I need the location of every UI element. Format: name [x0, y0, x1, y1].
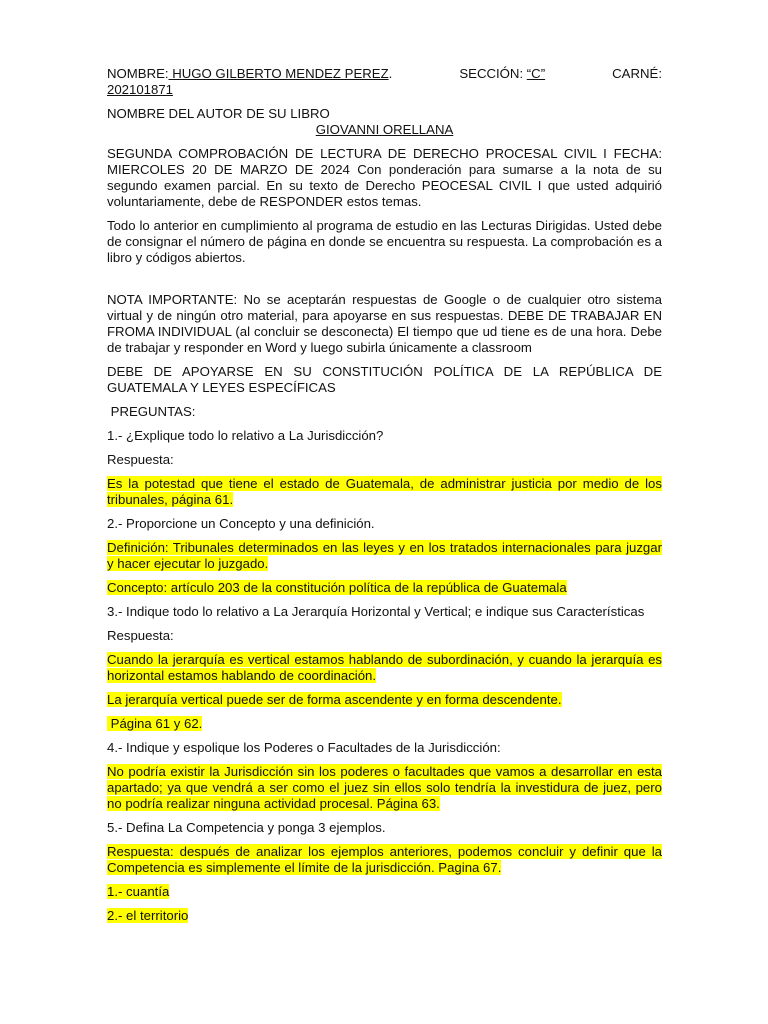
student-header — [107, 66, 662, 98]
example-2: 2.- el territorio — [107, 908, 189, 923]
question-5: 5.- Defina La Competencia y ponga 3 ejemplos. — [107, 820, 386, 835]
question-2: 2.- Proporcione un Concepto y una definición. — [107, 516, 375, 531]
section-value: “C” — [526, 66, 546, 81]
answer-3-pages: Página 61 y 62. — [107, 716, 203, 731]
carne-label: CARNÉ: — [612, 66, 662, 81]
section-label: SECCIÓN: — [459, 66, 524, 81]
answer-4: No podría existir la Jurisdicción sin los poderes o facultades que vamos a desarrollar en esta apartado; ya que vendrá a ser como el juez sin ellos solo tendría la investidura de juez, pero no podría realizar ninguna actividad procesal. Página 63. — [107, 764, 662, 811]
answer-label-3: Respuesta: — [107, 628, 174, 643]
intro-paragraph: SEGUNDA COMPROBACIÓN DE LECTURA DE DERECHO PROCESAL CIVIL I FECHA: MIERCOLES 20 DE MARZO DE 2024 Con ponderación para sumarse a la nota de su segundo examen parcial. En su texto de Derecho PEOCESAL CIVIL I que usted adquirió voluntariamente, debe de RESPONDER estos temas. — [107, 146, 662, 209]
question-1: 1.- ¿Explique todo lo relativo a La Jurisdicción? — [107, 428, 384, 443]
author-name: GIOVANNI ORELLANA — [315, 122, 454, 137]
question-3: 3.- Indique todo lo relativo a La Jerarquía Horizontal y Vertical; e indique sus Características — [107, 604, 645, 619]
answer-2-definition: Definición: Tribunales determinados en las leyes y en los tratados internacionales para juzgar y hacer ejecutar lo juzgado. — [107, 540, 662, 571]
answer-5: Respuesta: después de analizar los ejemplos anteriores, podemos concluir y definir que la Competencia es simplemente el límite de la jurisdicción. Pagina 67. — [107, 844, 662, 875]
questions-heading: PREGUNTAS: — [107, 404, 196, 419]
author-label: NOMBRE DEL AUTOR DE SU LIBRO — [107, 106, 330, 121]
student-name: HUGO GILBERTO MENDEZ PEREZ — [168, 66, 389, 81]
answer-3-part-1: Cuando la jerarquía es vertical estamos hablando de subordinación, y cuando la jerarquía es horizontal estamos hablando de coordinación. — [107, 652, 662, 683]
answer-2-concept: Concepto: artículo 203 de la constitución política de la república de Guatemala — [107, 580, 567, 595]
question-4: 4.- Indique y espolique los Poderes o Facultades de la Jurisdicción: — [107, 740, 501, 755]
answer-label-1: Respuesta: — [107, 452, 174, 467]
author-block — [107, 106, 662, 138]
answer-1: Es la potestad que tiene el estado de Guatemala, de administrar justicia por medio de los tribunales, página 61. — [107, 476, 662, 507]
example-1: 1.- cuantía — [107, 884, 170, 899]
carne-value: 202101871 — [107, 82, 174, 97]
document-page — [107, 66, 662, 932]
name-label: NOMBRE: — [107, 66, 169, 81]
important-note: NOTA IMPORTANTE: No se aceptarán respuestas de Google o de cualquier otro sistema virtual y de ningún otro material, para apoyarse en sus respuestas. DEBE DE TRABAJAR EN FROMA INDIVIDUAL (al concluir se desconecta) El tiempo que ud tiene es de una hora. Debe de trabajar y responder en Word y luego subirla únicamente a classroom — [107, 292, 662, 355]
header-line: NOMBRE: HUGO GILBERTO MENDEZ PEREZ. SECCIÓN: “C” CARNÉ: — [107, 66, 662, 81]
instructions-paragraph: Todo lo anterior en cumplimiento al programa de estudio en las Lecturas Dirigidas. Usted debe de consignar el número de página en donde se encuentra su respuesta. La comprobación es a libro y códigos abiertos. — [107, 218, 662, 265]
answer-3-part-2: La jerarquía vertical puede ser de forma ascendente y en forma descendente. — [107, 692, 562, 707]
constitution-note: DEBE DE APOYARSE EN SU CONSTITUCIÓN POLÍTICA DE LA REPÚBLICA DE GUATEMALA Y LEYES ESPECÍFICAS — [107, 364, 662, 395]
